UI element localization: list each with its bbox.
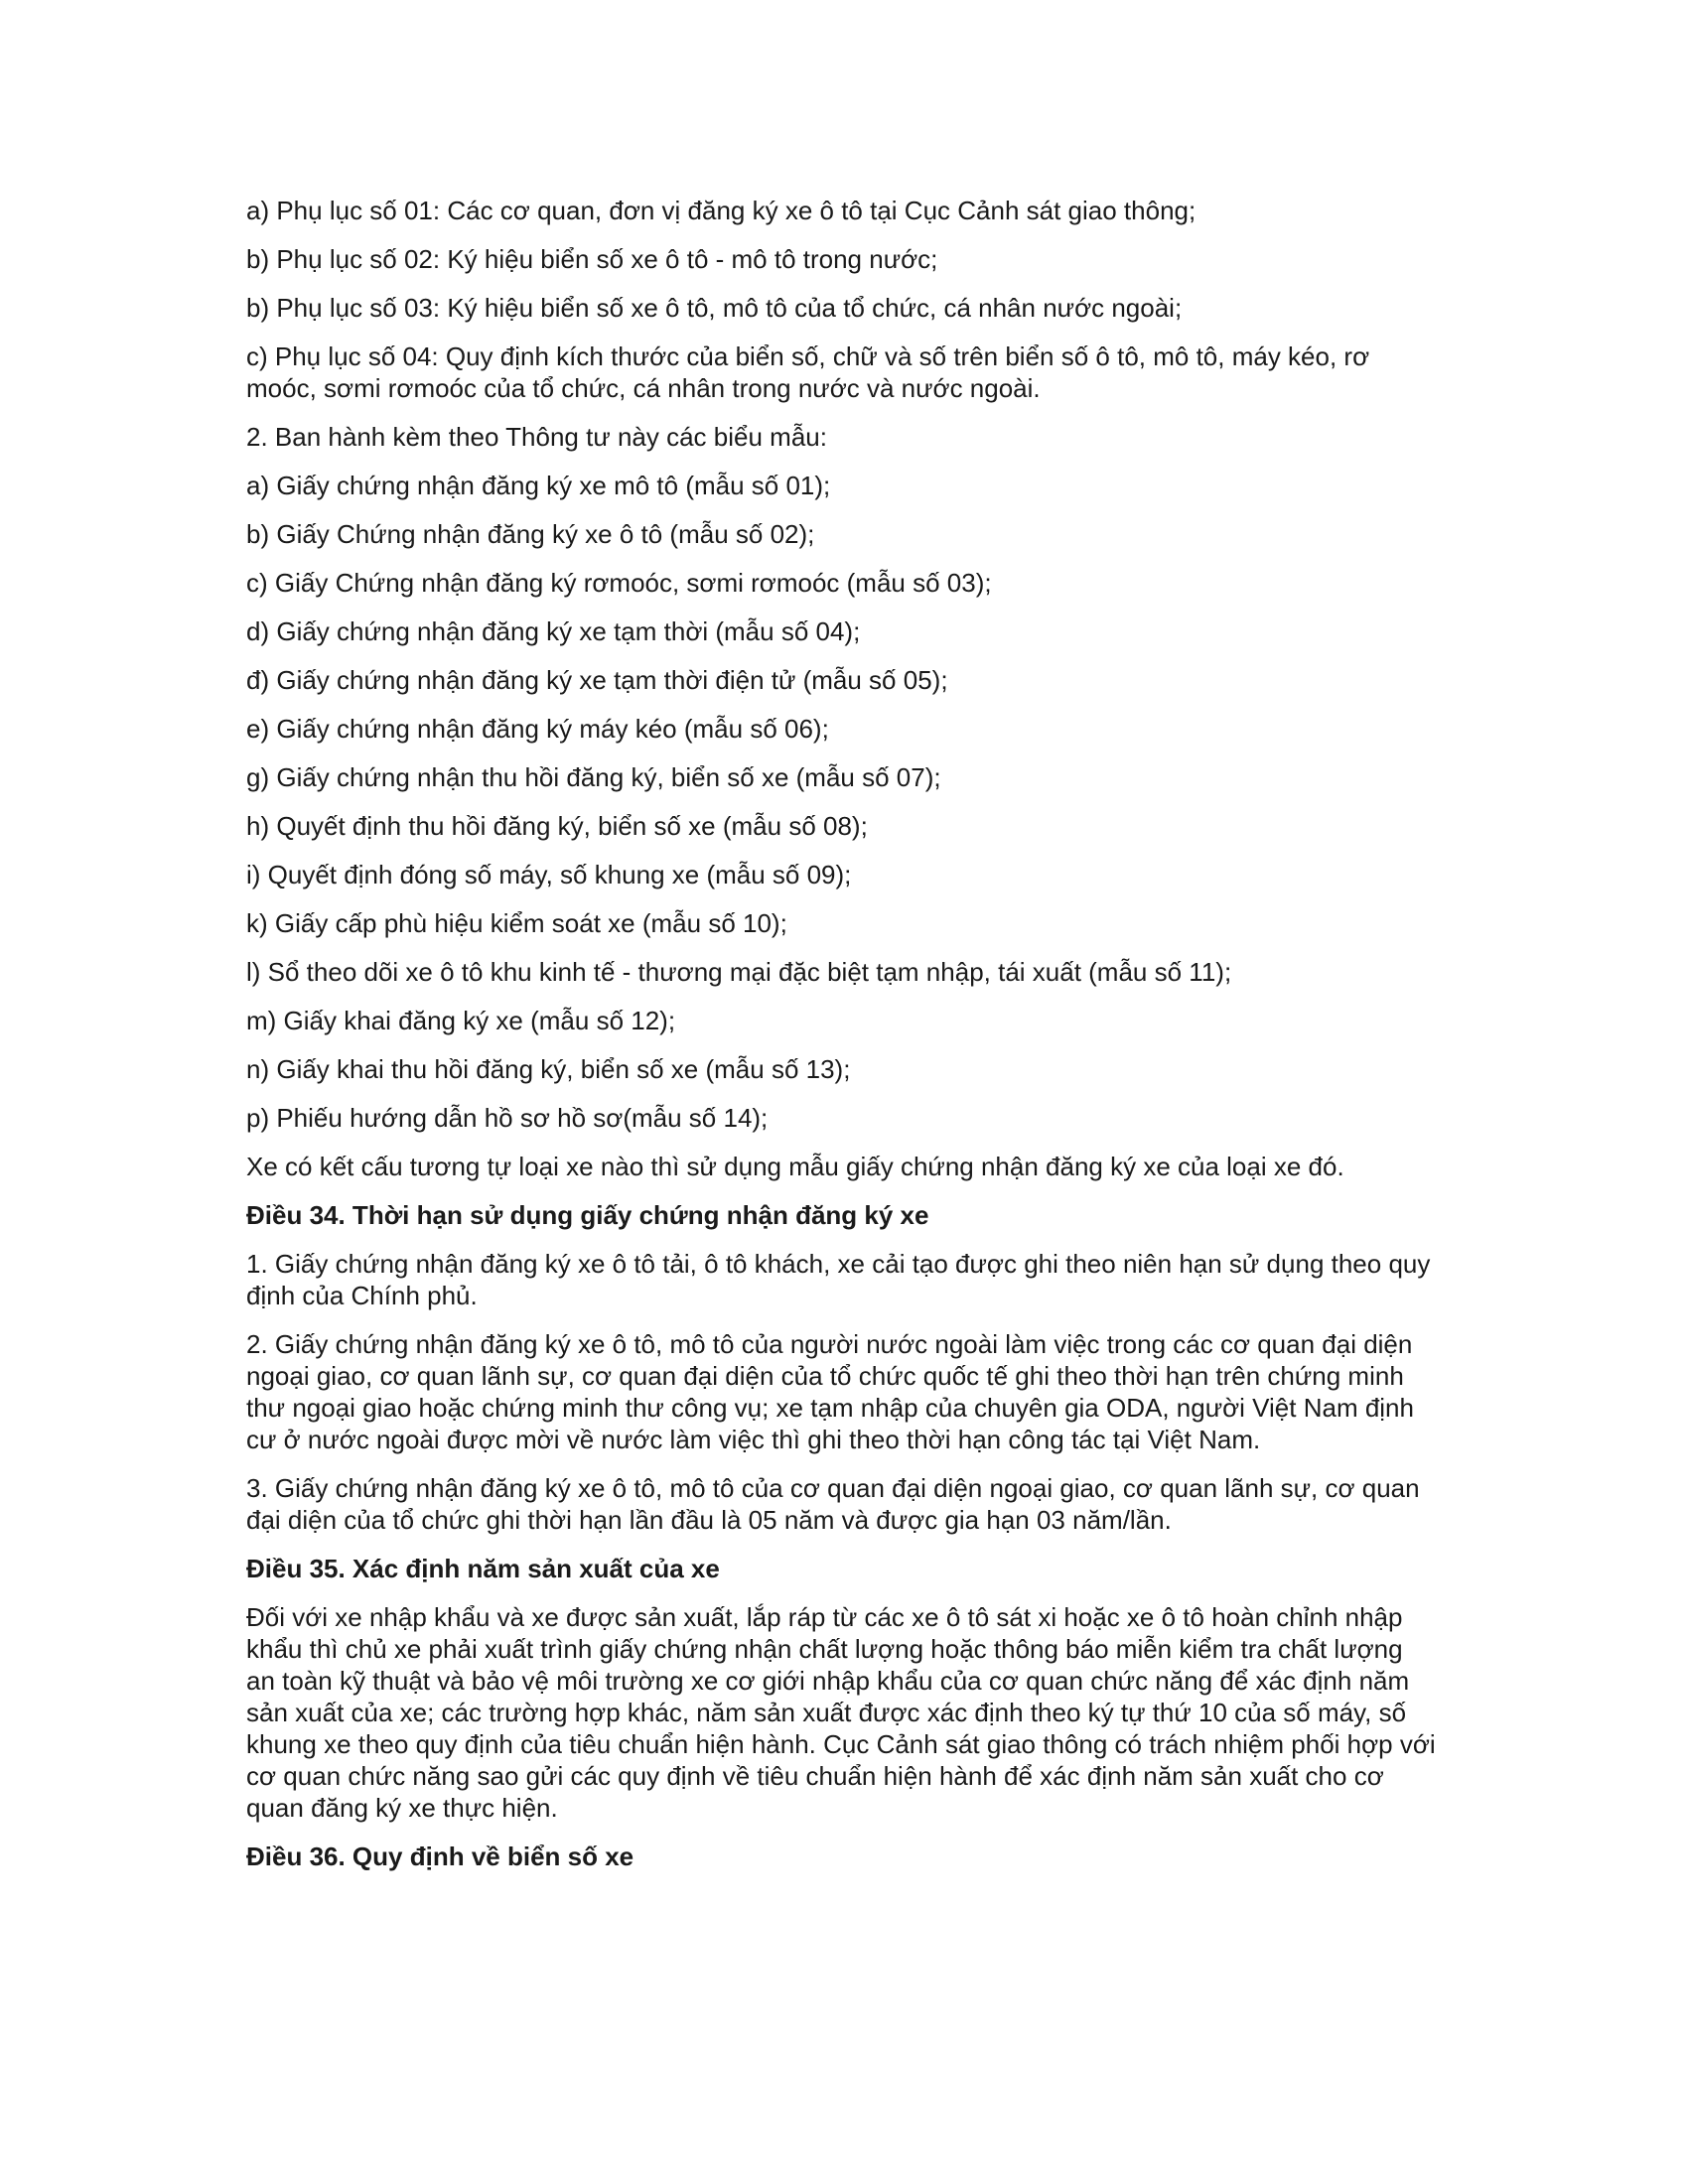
form-item-a: a) Giấy chứng nhận đăng ký xe mô tô (mẫu số 01); — [246, 471, 831, 500]
annex-item-a: a) Phụ lục số 01: Các cơ quan, đơn vị đăng ký xe ô tô tại Cục Cảnh sát giao thông; — [246, 196, 1196, 225]
form-item-p: p) Phiếu hướng dẫn hồ sơ hồ sơ(mẫu số 14); — [246, 1103, 769, 1133]
form-item-k: k) Giấy cấp phù hiệu kiểm soát xe (mẫu số 10); — [246, 908, 787, 938]
article-36-title: Điều 36. Quy định về biển số xe — [246, 1842, 634, 1871]
form-item-h: h) Quyết định thu hồi đăng ký, biển số xe (mẫu số 08); — [246, 811, 868, 841]
article-34-clause-1: 1. Giấy chứng nhận đăng ký xe ô tô tải, ô tô khách, xe cải tạo được ghi theo niên hạn sử dụng theo quy định của Chính phủ. — [246, 1249, 1431, 1310]
article-34-title: Điều 34. Thời hạn sử dụng giấy chứng nhận đăng ký xe — [246, 1200, 929, 1230]
form-item-i: i) Quyết định đóng số máy, số khung xe (mẫu số 09); — [246, 860, 852, 889]
annex-item-c: c) Phụ lục số 04: Quy định kích thước của biển số, chữ và số trên biển số ô tô, mô tô, máy kéo, rơ moóc, sơmi rơmoóc của tổ chức, cá nhân trong nước và nước ngoài. — [246, 341, 1370, 403]
form-item-d: d) Giấy chứng nhận đăng ký xe tạm thời (mẫu số 04); — [246, 616, 861, 646]
form-item-b: b) Giấy Chứng nhận đăng ký xe ô tô (mẫu số 02); — [246, 519, 815, 549]
article-35-title: Điều 35. Xác định năm sản xuất của xe — [246, 1554, 720, 1583]
form-item-dd: đ) Giấy chứng nhận đăng ký xe tạm thời điện tử (mẫu số 05); — [246, 665, 948, 695]
form-item-g: g) Giấy chứng nhận thu hồi đăng ký, biển số xe (mẫu số 07); — [246, 762, 941, 792]
article-34-clause-2: 2. Giấy chứng nhận đăng ký xe ô tô, mô tô của người nước ngoài làm việc trong các cơ quan đại diện ngoại giao, cơ quan lãnh sự, cơ quan đại diện của tổ chức quốc tế ghi theo thời hạn trên chứng minh thư ngoại giao hoặc chứng minh thư công vụ; xe tạm nhập của chuyên gia ODA, người Việt Nam định cư ở nước ngoài được mời về nước làm việc thì ghi theo thời hạn công tác tại Việt Nam. — [246, 1329, 1414, 1454]
annex-item-b-02: b) Phụ lục số 02: Ký hiệu biển số xe ô tô - mô tô trong nước; — [246, 244, 938, 274]
forms-note: Xe có kết cấu tương tự loại xe nào thì sử dụng mẫu giấy chứng nhận đăng ký xe của loại xe đó. — [246, 1152, 1344, 1181]
form-item-m: m) Giấy khai đăng ký xe (mẫu số 12); — [246, 1006, 676, 1035]
annex-item-b-03: b) Phụ lục số 03: Ký hiệu biển số xe ô tô, mô tô của tổ chức, cá nhân nước ngoài; — [246, 293, 1183, 323]
article-35-body: Đối với xe nhập khẩu và xe được sản xuất, lắp ráp từ các xe ô tô sát xi hoặc xe ô tô hoàn chỉnh nhập khẩu thì chủ xe phải xuất trình giấy chứng nhận chất lượng hoặc thông báo miễn kiểm tra chất lượng an toàn kỹ thuật và bảo vệ môi trường xe cơ giới nhập khẩu của cơ quan chức năng để xác định năm sản xuất của xe; các trường hợp khác, năm sản xuất được xác định theo ký tự thứ 10 của số máy, số khung xe theo quy định của tiêu chuẩn hiện hành. Cục Cảnh sát giao thông có trách nhiệm phối hợp với cơ quan chức năng sao gửi các quy định về tiêu chuẩn hiện hành để xác định năm sản xuất cho cơ quan đăng ký xe thực hiện. — [246, 1602, 1436, 1823]
form-item-c: c) Giấy Chứng nhận đăng ký rơmoóc, sơmi rơmoóc (mẫu số 03); — [246, 568, 992, 598]
form-item-l: l) Sổ theo dõi xe ô tô khu kinh tế - thương mại đặc biệt tạm nhập, tái xuất (mẫu số 11); — [246, 957, 1232, 987]
forms-intro: 2. Ban hành kèm theo Thông tư này các biểu mẫu: — [246, 422, 827, 452]
form-item-e: e) Giấy chứng nhận đăng ký máy kéo (mẫu số 06); — [246, 714, 829, 744]
article-34-clause-3: 3. Giấy chứng nhận đăng ký xe ô tô, mô tô của cơ quan đại diện ngoại giao, cơ quan lãnh sự, cơ quan đại diện của tổ chức ghi thời hạn lần đầu là 05 năm và được gia hạn 03 năm/lần. — [246, 1473, 1420, 1535]
form-item-n: n) Giấy khai thu hồi đăng ký, biển số xe (mẫu số 13); — [246, 1054, 851, 1084]
document-page — [246, 195, 1438, 1889]
